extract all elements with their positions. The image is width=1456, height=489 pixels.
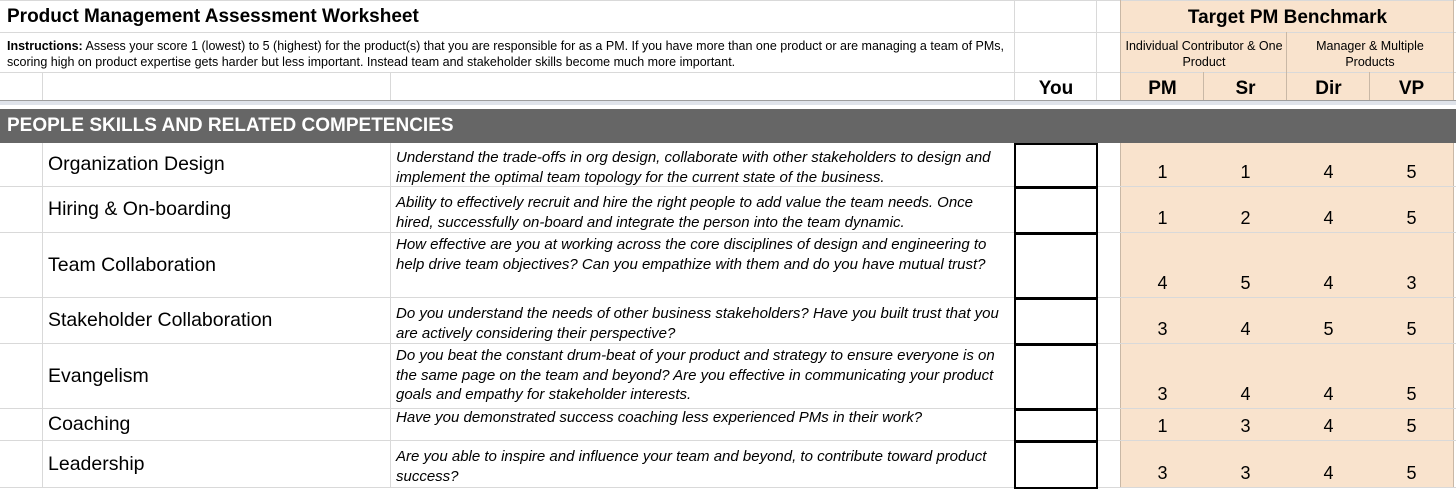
score-dir: 4: [1323, 416, 1334, 436]
benchmark-title: Target PM Benchmark: [1187, 7, 1388, 28]
column-header-dir: Dir: [1315, 78, 1342, 99]
skill-description: Have you demonstrated success coaching less experienced PMs in their work?: [396, 409, 923, 426]
score-sr: 3: [1240, 463, 1251, 483]
score-sr: 4: [1240, 319, 1251, 339]
skill-description: Are you able to inspire and influence your team and beyond, to contribute toward product success?: [396, 448, 987, 485]
score-vp: 3: [1406, 273, 1417, 293]
score-dir: 4: [1323, 273, 1334, 293]
score-pm: 1: [1157, 416, 1168, 436]
row-divider: [0, 232, 1456, 233]
score-dir: 4: [1323, 463, 1334, 483]
skill-description: How effective are you at working across the core disciplines of design and engineering to help drive team objectives? Can you empathize with them and do you have mutual trust?: [396, 236, 987, 273]
score-sr: 3: [1240, 416, 1251, 436]
skill-name: Team Collaboration: [48, 254, 217, 276]
score-sr: 1: [1240, 162, 1251, 182]
you-score-input[interactable]: [1014, 298, 1098, 345]
you-score-input[interactable]: [1014, 409, 1098, 442]
skill-name: Stakeholder Collaboration: [48, 309, 273, 331]
score-vp: 5: [1406, 416, 1417, 436]
row-divider: [0, 343, 1456, 344]
score-pm: 3: [1157, 319, 1168, 339]
group-individual-contributor: Individual Contributor & One Product: [1125, 39, 1283, 69]
column-header-vp: VP: [1398, 78, 1425, 99]
score-dir: 5: [1323, 319, 1334, 339]
score-vp: 5: [1406, 162, 1417, 182]
instructions-label: Instructions:: [7, 39, 83, 53]
score-pm: 4: [1157, 273, 1168, 293]
you-score-input[interactable]: [1014, 344, 1098, 410]
score-vp: 5: [1406, 319, 1417, 339]
score-pm: 1: [1157, 162, 1168, 182]
skill-name: Organization Design: [48, 153, 225, 175]
skill-description: Understand the trade-offs in org design, collaborate with other stakeholders to design and implement the optimal team topology for the current state of the business.: [396, 149, 991, 186]
row-divider: [0, 440, 1456, 441]
score-vp: 5: [1406, 463, 1417, 483]
score-dir: 4: [1323, 384, 1334, 404]
skill-name: Leadership: [48, 453, 145, 475]
score-dir: 4: [1323, 208, 1334, 228]
skill-name: Hiring & On-boarding: [48, 198, 232, 220]
score-pm: 1: [1157, 208, 1168, 228]
score-pm: 3: [1157, 463, 1168, 483]
skill-name: Coaching: [48, 413, 131, 435]
row-divider: [0, 297, 1456, 298]
score-dir: 4: [1323, 162, 1334, 182]
section-header: PEOPLE SKILLS AND RELATED COMPETENCIES: [0, 109, 1456, 143]
skill-name: Evangelism: [48, 365, 149, 387]
score-pm: 3: [1157, 384, 1168, 404]
you-score-input[interactable]: [1014, 233, 1098, 299]
you-score-input[interactable]: [1014, 441, 1098, 489]
score-vp: 5: [1406, 384, 1417, 404]
skill-description: Ability to effectively recruit and hire the right people to add value the team needs. Once hired, successfully on-board and integrate the person into the team dynamic.: [396, 194, 974, 231]
column-header-pm: PM: [1148, 78, 1177, 99]
score-vp: 5: [1406, 208, 1417, 228]
column-header-you: You: [1038, 78, 1074, 99]
skill-description: Do you beat the constant drum-beat of your product and strategy to ensure everyone is on the same page on the team and beyond? Are you effective in communicating your product goals and empathy for stakeholder interests.: [396, 347, 995, 403]
skill-description: Do you understand the needs of other business stakeholders? Have you built trust that you are actively considering their perspective?: [396, 305, 999, 342]
you-score-input[interactable]: [1014, 143, 1098, 188]
score-sr: 2: [1240, 208, 1251, 228]
instructions: [7, 38, 1007, 70]
page-title: Product Management Assessment Worksheet: [7, 6, 419, 27]
score-sr: 4: [1240, 384, 1251, 404]
group-manager: Manager & Multiple Products: [1316, 39, 1424, 69]
you-score-input[interactable]: [1014, 187, 1098, 234]
column-header-sr: Sr: [1235, 78, 1256, 99]
instructions-text: Assess your score 1 (lowest) to 5 (highest) for the product(s) that you are responsible for as a PM. If you have more than one product or are managing a team of PMs, scoring high on product expertise gets harder but less important. Instead team and stakeholder skills become much more important.: [7, 39, 1004, 69]
score-sr: 5: [1240, 273, 1251, 293]
